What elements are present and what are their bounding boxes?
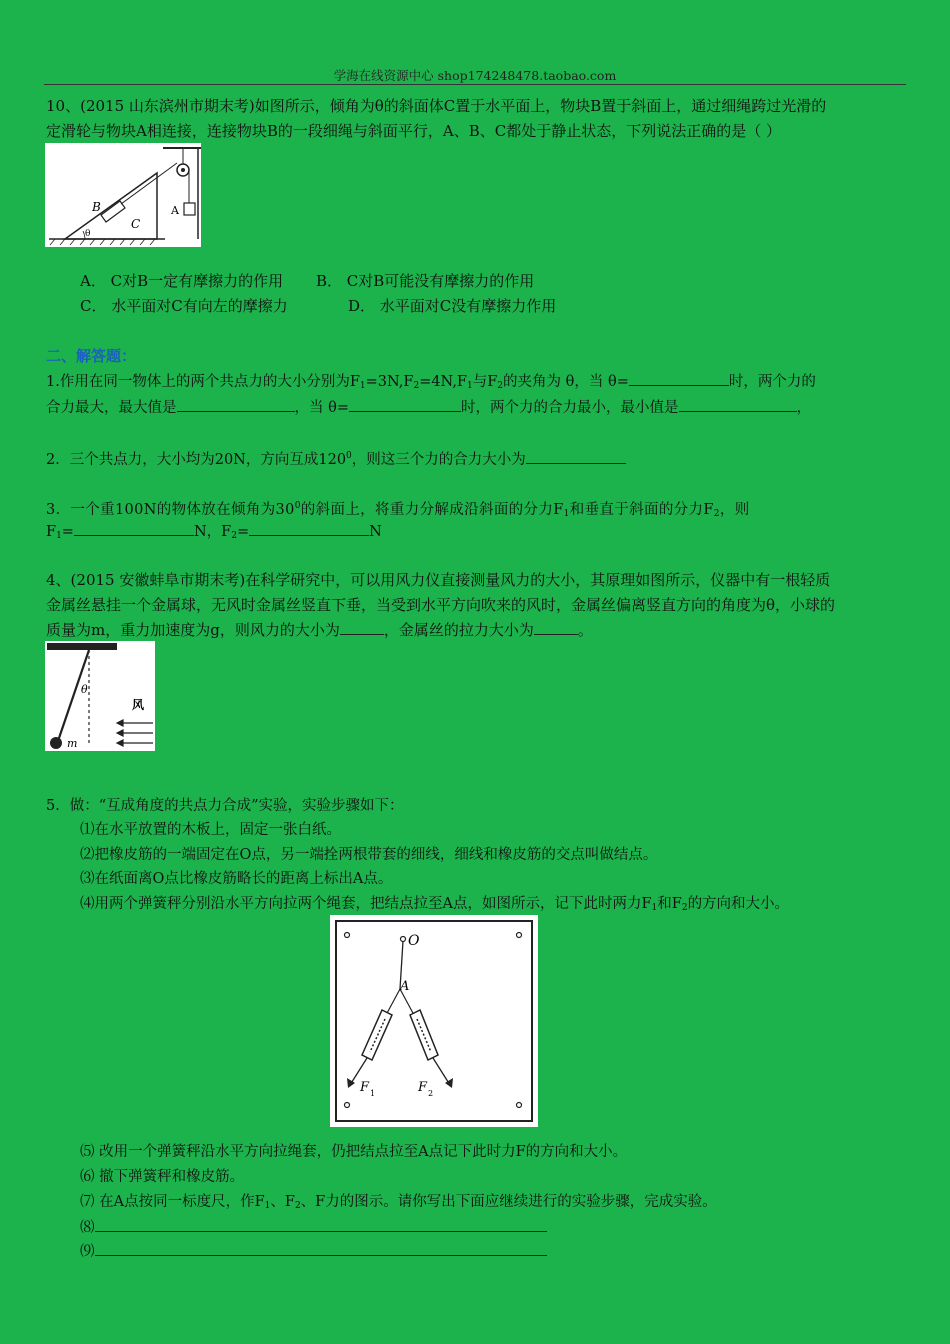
label-f2: F	[418, 1080, 428, 1095]
p4-line-3: 质量为m，重力加速度为g，则风力的大小为 ，金属丝的拉力大小为 。	[46, 621, 593, 639]
p5-step-6: ⑹ 撤下弹簧秤和橡皮筋。	[80, 1169, 245, 1185]
p4-line-2: 金属丝悬挂一个金属球，无风时金属丝竖直下垂，当受到水平方向吹来的风时，金属丝偏离竖直方向的角度为θ，小球的	[46, 596, 836, 614]
answer-blank-2[interactable]	[177, 397, 295, 412]
label-b: B	[92, 200, 101, 214]
section-title: 二、解答题：	[46, 347, 137, 365]
incline-pulley-figure	[45, 143, 201, 247]
label-a: A	[400, 979, 410, 994]
label-theta: θ	[85, 229, 91, 239]
label-f1: F	[360, 1080, 370, 1095]
answer-line-8[interactable]	[95, 1217, 547, 1232]
option-d: D． 水平面对C没有摩擦力作用	[348, 297, 557, 315]
answer-blank-1[interactable]	[629, 371, 729, 386]
page-header: 学海在线资源中心 shop174248478.taobao.com	[333, 68, 617, 83]
answer-blank-7[interactable]	[249, 521, 369, 536]
answer-line-9[interactable]	[95, 1241, 547, 1256]
p5-title: 5．做：“互成角度的共点力合成”实验，实验步骤如下：	[46, 798, 404, 814]
p5-step-9: ⑼	[80, 1241, 547, 1262]
option-a: A． C对B一定有摩擦力的作用	[80, 272, 284, 290]
label-f2-sub: 2	[428, 1089, 434, 1098]
label-f1-sub: 1	[370, 1089, 376, 1098]
p3-line-1: 3．一个重100N的物体放在倾角为$30^0$的斜面上，将重力分解成沿斜面的分力$F_1$和垂直于斜面的分力$F_2$，则	[46, 501, 750, 519]
p5-step-2: ⑵把橡皮筋的一端固定在O点，另一端拴两根带套的细线，细线和橡皮筋的交点叫做结点。	[80, 847, 658, 863]
p5-step-3: ⑶在纸面离O点比橡皮筋略长的距离上标出A点。	[80, 871, 393, 887]
answer-blank-8[interactable]	[340, 620, 384, 635]
label-theta: θ	[81, 683, 88, 696]
p5-step-7: ⑺ 在A点按同一标度尺，作$F_1$、$F_2$、F力的图示。请你写出下面应继续进行的实验步骤，完成实验。	[80, 1194, 717, 1211]
answer-blank-3[interactable]	[349, 397, 461, 412]
p1-line-2: 合力最大，最大值是 ，当 θ= 时，两个力的合力最小，最小值是 ，	[46, 397, 811, 418]
p2-line: 2．三个共点力，大小均为20N，方向互成$120^0$，则这三个力的合力大小为	[46, 446, 626, 470]
option-c: C． 水平面对C有向左的摩擦力	[80, 297, 288, 315]
label-o: O	[408, 933, 420, 949]
label-a: A	[171, 204, 179, 217]
q10-line-2: 定滑轮与物块A相连接，连接物块B的一段细绳与斜面平行，A、B、C都处于静止状态，下列说法正确的是（ ）	[46, 122, 781, 140]
q10-line-1: 10、(2015 山东滨州市期末考)如图所示，倾角为θ的斜面体C置于水平面上，物块B置于斜面上，通过细绳跨过光滑的	[46, 97, 827, 115]
option-b: B． C对B可能没有摩擦力的作用	[316, 272, 535, 290]
p3-line-2: $F_1= N$，$F_2= N$	[46, 521, 382, 546]
p5-step-5: ⑸ 改用一个弹簧秤沿水平方向拉绳套，仍把结点拉至A点记下此时力F的方向和大小。	[80, 1144, 628, 1160]
answer-blank-6[interactable]	[74, 521, 194, 536]
p5-step-1: ⑴在水平放置的木板上，固定一张白纸。	[80, 822, 341, 838]
p4-line-1: 4、(2015 安徽蚌阜市期末考)在科学研究中，可以用风力仪直接测量风力的大小，其原理如图所示，仪器中有一根轻质	[46, 571, 831, 589]
answer-blank-9[interactable]	[534, 620, 578, 635]
header-rule	[44, 84, 906, 85]
p1-line-1: 1.作用在同一物体上的两个共点力的大小分别为$F_1=3N,F_2=4N,F_1$与$F_2$的夹角为 θ，当 θ= 时，两个力的	[46, 371, 816, 396]
answer-blank-5[interactable]	[526, 449, 626, 464]
spring-scale-figure	[330, 915, 538, 1127]
answer-blank-4[interactable]	[679, 397, 797, 412]
label-m: m	[67, 737, 78, 750]
label-c: C	[131, 217, 141, 231]
p5-step-4: ⑷用两个弹簧秤分别沿水平方向拉两个绳套，把结点拉至A点，如图所示，记下此时两力$F_1$和$F_2$的方向和大小。	[80, 896, 790, 913]
wind-meter-figure	[45, 641, 155, 751]
p5-step-8: ⑻	[80, 1217, 547, 1238]
label-wind: 风	[132, 698, 145, 712]
